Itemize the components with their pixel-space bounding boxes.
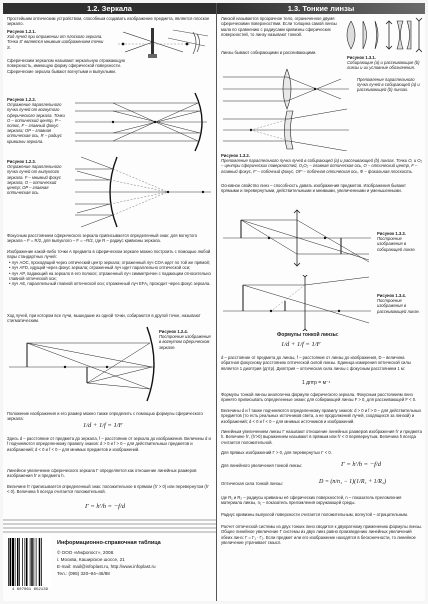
figure-1-2-3: [73, 155, 213, 229]
stripe-2: [3, 523, 216, 525]
figure-1-2-3-text: Отражение параллельного пучка лучей от выпуклого зеркала. F – мнимый фокус зеркала, O – оптический центр; OP – главная оптическая ось.: [7, 164, 62, 196]
figure-1-3-3-caption: [377, 231, 423, 252]
figure-1-2-4: [7, 325, 157, 403]
thin-lens-formula: 1/d + 1/f = 1/F: [281, 341, 321, 348]
publisher-email: E-mail: mail@infoplast.ru, http://www.infoplast.ru: [57, 564, 156, 569]
thin-lens-formula-title: Формулы тонкой линзы:: [277, 332, 339, 338]
mirror-formula: 1/d + 1/f = 1/F: [83, 422, 123, 429]
thin-lens-text: d – расстояние от предмета до линзы, f – расстояние от линзы до изображения, D – величина обратная фокусному расстоянию оптической силой линзы. Единица измерения оптической силы является 1 диоптрия (дптр). Диоптрия – оптическая сила линзы с фокусным расстоянием 1 м:: [221, 355, 411, 371]
lens-kinds: Линзы бывают собирающими и рассеивающими.: [221, 50, 317, 55]
figure-1-2-2: [73, 91, 213, 153]
spherical-text: Сферическим зеркалом называют зеркальную отражающую поверхность, имеющую форму сферической поверхности. Сферические зеркала бывают вогнутыми и выпуклыми.: [7, 58, 126, 74]
stripe-4: [3, 531, 216, 533]
figure-1-3-4: [221, 275, 373, 331]
lens-power-label: Оптическая сила тонкой линзы:: [221, 481, 283, 486]
stigmatic-text: Ход лучей, при котором все лучи, вышедшие из одной точки, собираются в другой точке, называют стигматическим.: [7, 313, 201, 324]
figure-1-2-1-title: Рисунок 1.2.1.: [7, 29, 36, 34]
barcode: [7, 536, 51, 592]
section-title-mirrors: 1.2. Зеркала: [3, 3, 216, 14]
focal-length-text: Фокусным расстоянием сферического зеркала приписывается определенный знак: для вогнутого зеркала – F = R/2, для выпуклого – F = −R/2, где R – радиус кривизны зеркала.: [7, 233, 198, 244]
figure-1-2-2-caption: [7, 97, 69, 144]
ray-rules-list: [9, 260, 212, 286]
figure-1-3-1-text: Собирающие (a) и рассеивающие (b) линзы и их условные обозначения.: [347, 60, 420, 71]
figure-1-3-4-text: Построение изображения в рассеивающей линзе.: [377, 298, 420, 314]
figure-1-2-4-caption: [159, 329, 211, 350]
lens-property-text: Основное свойство линз – способность давать изображения предметов. Изображения бывают прямыми и перевернутыми, действительными и мнимыми, увеличенными и уменьшенными.: [221, 183, 406, 194]
figure-1-2-2-title: Рисунок 1.2.2.: [7, 97, 36, 102]
intro-text: Простейшим оптическим устройством, способным создавать изображение предмета, является плоское зеркало.: [7, 16, 210, 27]
ray-rule-4: • луч AE, параллельный главной оптической оси; отраженный луч EFA₁ проходит через фокус зеркала.: [9, 281, 211, 287]
ray-rule-1: • луч AOC, проходящий через оптический центр зеркала; отраженный луч COA идет по той же прямой;: [9, 260, 210, 265]
stripe-3: [3, 527, 216, 529]
figure-1-3-2-text: Преломление параллельного пучка лучей в собирающей (a) и рассеивающей (b) линзах. Точки O, и O₂ – центры сферических поверхностей, O₁O₂ – главная оптическая ось, O – оптический центр, F – главный фокус, F′ – побочный фокус, OF′ – побочная оптическая ось, Ф – фокальная плоскость.: [221, 158, 423, 174]
figure-1-3-3-text: Построение изображения в собирающей линзе.: [377, 236, 416, 252]
figure-1-2-4-title: Рисунок 1.2.4.: [159, 329, 188, 334]
build-text: Изображение какой-либо точки A предмета в сферическом зеркале можно построить с помощью любой пары стандартных лучей:: [7, 249, 211, 260]
linear-magnification-text: Линейное увеличение сферического зеркала Γ определяется как отношение линейных размеров изображения h′ и предмета h.: [7, 468, 197, 479]
publisher-block: [5, 536, 212, 599]
publisher-phone: Тел.: (095) 320–94–46/88: [57, 571, 110, 576]
ray-rule-3: • луч AP, падающий на зеркало в его полюсе; отраженный луч симметричен с падающим относительно главной оптической оси;: [9, 270, 211, 281]
section-thin-lenses: [217, 3, 425, 601]
publisher-title: Информационно-справочная таблица: [57, 540, 161, 546]
figure-1-3-2-title: Рисунок 1.3.2.: [221, 153, 250, 158]
figure-1-3-4-caption: [377, 293, 423, 314]
publisher-address: г. Москва, Каширское шоссе, 21: [57, 557, 125, 562]
figure-1-2-2-text: Отражение параллельного пучка лучей от вогнутого сферического зеркала. Точки O – оптический центр, P – полюс, F – главный фокус зеркала; OP – главная оптическая ось, R – радиус кривизны зеркала.: [7, 102, 65, 144]
lens-gamma-sign-text: Для прямых изображений Γ > 0, для перевернутых Γ < 0.: [221, 450, 332, 455]
sheet: [3, 3, 425, 601]
publisher-copyright: © ООО «Инфопост», 2008.: [57, 550, 115, 555]
section-title-lenses: 1.3. Тонкие линзы: [217, 3, 425, 14]
barcode-number: 4 607061 652139: [11, 588, 48, 592]
figure-1-3-2-caption: [221, 153, 423, 174]
mirror-formula-intro: Положение изображения и его размер можно также определить с помощью формулы сферического зеркала:: [7, 411, 203, 422]
lens-system-text: Расчет оптической системы из двух тонких линз сводится к двукратному применению формулы линзы. Общее линейное увеличение Γ системы из двух линз равно произведению линейных увеличений обеих линз: Γ = Γ₁ · Γ₂. Если предмет или его изображение находятся в бесконечности, то линейное увеличение утрачивает смысл.: [221, 524, 422, 545]
lens-power-text: где R₁ и R₂ – радиусы кривизны её сферических поверхностей, n – показатель преломления материала линзы, n₁ – показатель преломления окружающей среды.: [221, 495, 402, 506]
sign-rule-text: Здесь d – расстояние от предмета до зеркала, f – расстояние от зеркала до изображения. Величины d и f подчиняются определенному правилу знаков: d > 0 и f > 0 – для действительных предметов и изображений; d < 0 и f < 0 – для мнимых предметов и изображений.: [7, 436, 211, 452]
figure-1-3-1-caption: [347, 55, 423, 71]
mirror-gamma-formula: Γ = h′/h = −f/d: [85, 503, 125, 510]
lens-distance-sign-text: Величины d и f также подчиняются определенному правилу знаков: d > 0 и f > 0 – для действительных предметов (то есть реальных источников света, а не продолжений лучей, сходящихся за линзой) и изображений; d < 0 и f < 0 – для мнимых источников и изображений.: [221, 408, 422, 424]
lens-sign-text: Формулы тонкой линзы аналогична формуле сферического зеркала. Фокусным расстояниям линз принято приписывать определенные знаки: для собирающей линзы F > 0, для рассеивающей F < 0.: [221, 392, 417, 403]
gamma-sign-text: Величине h′ приписывается определенный знак: положительное в прямом (h′ > 0) или перевернутом (h′ < 0). Величина h всегда считается положительной.: [7, 484, 209, 495]
figure-1-3-1-title: Рисунок 1.3.1.: [347, 55, 376, 60]
figure-1-2-1-text: Ход лучей при отражении от плоского зеркала. Точка S' является мнимым изображением точки S.: [7, 34, 104, 50]
figure-1-3-4-title: Рисунок 1.3.4.: [377, 293, 406, 298]
lens-gamma-formula: Γ = h′/h = −f/d: [341, 461, 381, 468]
ray-rule-2: • луч AFD, идущий через фокус зеркала; отраженный луч идет параллельно оптической оси;: [9, 265, 191, 271]
lens-gamma-label: Для линейного увеличения тонкой линзы:: [221, 463, 303, 468]
figure-1-2-4-text: Построение изображения в вогнутом сферическом зеркале.: [159, 334, 211, 350]
figure-1-2-3-title: Рисунок 1.2.3.: [7, 159, 36, 164]
lens-linear-text: Линейным увеличением линзы Γ называют отношение линейных размеров изображения h′ и предмета h. Величине h′, (h′>0) выражением называют в прямым или h′ < 0 перевернутым. Величина h всегда считается положительной.: [221, 429, 422, 445]
dioptre-unit: 1 дптр = м⁻¹: [302, 380, 331, 386]
figure-1-2-1: [113, 24, 213, 62]
figure-1-3-3-title: Рисунок 1.3.3.: [377, 231, 406, 236]
figure-1-3-3: [221, 208, 373, 268]
figure-1-2-1-caption: [7, 29, 105, 50]
figure-1-2-3-caption: [7, 159, 69, 195]
figure-1-3-1-caption-2: Преломление параллельного пучка лучей в собирающей (a) и рассеивающей (b) линзах.: [357, 77, 420, 93]
stripe-1: [3, 519, 216, 521]
lens-definition: Линзой называется прозрачное тело, ограниченное двумя сферическими поверхностями. Если толщина самой линзы мала по сравнению с радиусами кривизны сферических поверхностей, то линзу называют тонкой.: [221, 16, 337, 37]
radii-sign-text: Радиус кривизны выпуклой поверхности считается положительным, вогнутой – отрицательным.: [221, 512, 409, 517]
figure-1-3-2: [221, 67, 351, 151]
lens-power-formula: D = (n/n₁ − 1)(1/R₁ + 1/R₂): [319, 479, 387, 485]
section-mirrors: [3, 3, 216, 601]
